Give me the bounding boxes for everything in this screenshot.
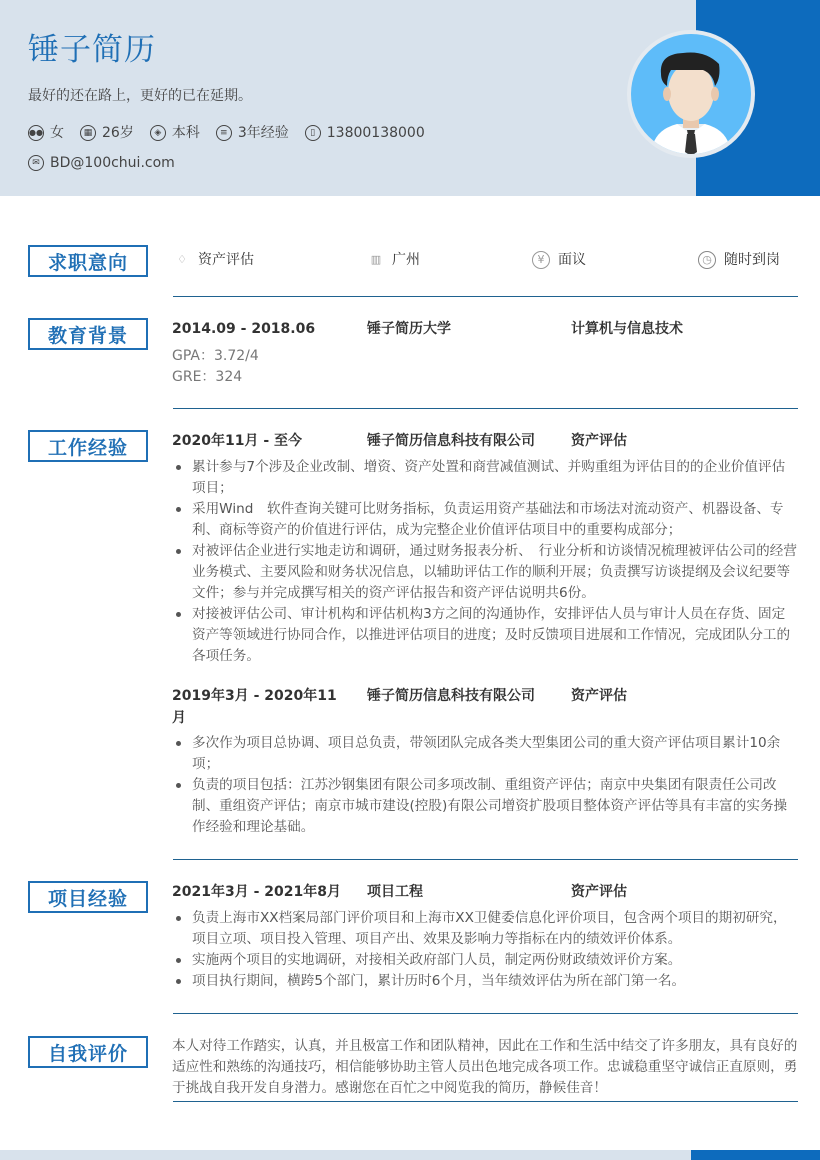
education-gpa: GPA：3.72/4 — [172, 348, 259, 364]
phone-value: 13800138000 — [326, 125, 425, 141]
email-row — [28, 153, 191, 173]
project-period: 2021年3月 - 2021年8月 — [172, 884, 341, 900]
list-item: 负责上海市XX档案局部门评价项目和上海市XX卫健委信息化评价项目，包含两个项目的期初研究，项目立项、项目投入管理、项目产出、效果及影响力等指标在内的绩效评价体系。 — [172, 908, 798, 950]
info-phone — [305, 123, 425, 143]
list-item: 对被评估企业进行实地走访和调研，通过财务报表分析、 行业分析和访谈情况梳理被评估公司的经营业务模式、主要风险和财务状况信息，以辅助评估工作的顺利开展；负责撰写访谈提纲及会议纪要等文件；参与并完成撰写相关的资产评估报告和资产评估说明共6份。 — [172, 541, 798, 604]
tie-icon: ♢ — [177, 253, 187, 266]
education-school: 锤子简历大学 — [367, 321, 451, 337]
intent-city-value: 广州 — [392, 252, 420, 268]
experience-value: 3年经验 — [237, 125, 289, 141]
personal-info-row — [28, 123, 441, 143]
divider — [173, 859, 798, 860]
avatar — [627, 30, 755, 158]
divider — [173, 408, 798, 409]
self-evaluation-text: 本人对待工作踏实，认真，并且极富工作和团队精神，因此在工作和生活中结交了许多朋友，具有良好的适应性和熟练的沟通技巧，相信能够协助主管人员出色地完成各项工作。忠诚稳重坚守诚信正直原则，勇于挑战自我开发自身潜力。感谢您在百忙之中阅览我的简历，静候佳音！ — [172, 1038, 798, 1096]
gender-icon: ●● — [28, 125, 44, 141]
graduation-cap-icon: ◈ — [150, 125, 166, 141]
job-2-period-cont: 月 — [172, 710, 186, 726]
yen-icon: ¥ — [532, 251, 550, 269]
info-experience — [216, 123, 289, 143]
man-avatar-icon — [631, 34, 751, 154]
project-name: 项目工程 — [367, 884, 423, 900]
job-2-company: 锤子简历信息科技有限公司 — [367, 688, 535, 704]
avatar-image — [631, 34, 751, 154]
divider — [173, 296, 798, 297]
divider — [173, 1101, 798, 1102]
intent-position-value: 资产评估 — [198, 252, 254, 268]
job-1-bullets — [172, 457, 798, 667]
intent-salary-value: 面议 — [558, 252, 586, 268]
info-gender — [28, 123, 64, 143]
clock-icon: ◷ — [698, 251, 716, 269]
education-gre: GRE：324 — [172, 369, 243, 385]
motto: 最好的还在路上，更好的已在延期。 — [28, 88, 252, 104]
intent-availability-value: 随时到岗 — [724, 252, 780, 268]
email-icon: ✉ — [28, 155, 44, 171]
calendar-icon: ▦ — [80, 125, 96, 141]
education-value: 本科 — [171, 125, 200, 141]
phone-icon: ▯ — [305, 125, 321, 141]
intent-position — [174, 250, 254, 270]
project-role: 资产评估 — [571, 884, 627, 900]
section-label-project: 项目经验 — [28, 881, 148, 913]
job-1-period: 2020年11月 - 至今 — [172, 433, 303, 449]
document-icon: ≡ — [216, 125, 232, 141]
info-age — [80, 123, 134, 143]
age-value: 26岁 — [102, 125, 134, 141]
info-email[interactable] — [28, 153, 175, 173]
education-major: 计算机与信息技术 — [571, 321, 683, 337]
project-bullets — [172, 908, 798, 992]
education-period: 2014.09 - 2018.06 — [172, 321, 316, 337]
footer-accent-bar — [691, 1150, 820, 1160]
building-icon: ▥ — [370, 253, 382, 266]
section-label-education: 教育背景 — [28, 318, 148, 350]
list-item: 负责的项目包括：江苏沙钢集团有限公司多项改制、重组资产评估；南京中央集团有限责任公司改制、重组资产评估；南京市城市建设(控股)有限公司增资扩股项目整体资产评估等具有丰富的实务操作经验和理论基础。 — [172, 775, 798, 838]
list-item: 多次作为项目总协调、项目总负责，带领团队完成各类大型集团公司的重大资产评估项目累计10余项； — [172, 733, 798, 775]
divider — [173, 1013, 798, 1014]
job-1-position: 资产评估 — [571, 433, 627, 449]
job-1-company: 锤子简历信息科技有限公司 — [367, 433, 535, 449]
resume-name: 锤子简历 — [28, 32, 156, 68]
section-label-self-evaluation: 自我评价 — [28, 1036, 148, 1068]
intent-salary — [532, 250, 586, 270]
info-education — [150, 123, 200, 143]
email-value[interactable]: BD@100chui.com — [50, 155, 175, 171]
list-item: 实施两个项目的实地调研，对接相关政府部门人员，制定两份财政绩效评价方案。 — [172, 950, 798, 971]
list-item: 采用Wind 软件查询关键可比财务指标，负责运用资产基础法和市场法对流动资产、机器设备、专利、商标等资产的价值进行评估，成为完整企业价值评估项目中的重要构成部分； — [172, 499, 798, 541]
list-item: 累计参与7个涉及企业改制、增资、资产处置和商营减值测试、并购重组为评估目的的企业价值评估项目； — [172, 457, 798, 499]
list-item: 项目执行期间，横跨5个部门，累计历时6个月，当年绩效评估为所在部门第一名。 — [172, 971, 798, 992]
section-label-job-intent: 求职意向 — [28, 245, 148, 277]
job-2-period: 2019年3月 - 2020年11 — [172, 688, 337, 704]
gender-value: 女 — [50, 125, 64, 141]
job-2-bullets — [172, 733, 798, 838]
list-item: 对接被评估公司、审计机构和评估机构3方之间的沟通协作，安排评估人员与审计人员在存货、固定资产等领域进行协同合作，以推进评估项目的进度；及时反馈项目进展和工作情况，完成团队分工的各项任务。 — [172, 604, 798, 667]
section-label-work: 工作经验 — [28, 430, 148, 462]
intent-city — [368, 250, 420, 270]
job-2-position: 资产评估 — [571, 688, 627, 704]
intent-availability — [698, 250, 780, 270]
